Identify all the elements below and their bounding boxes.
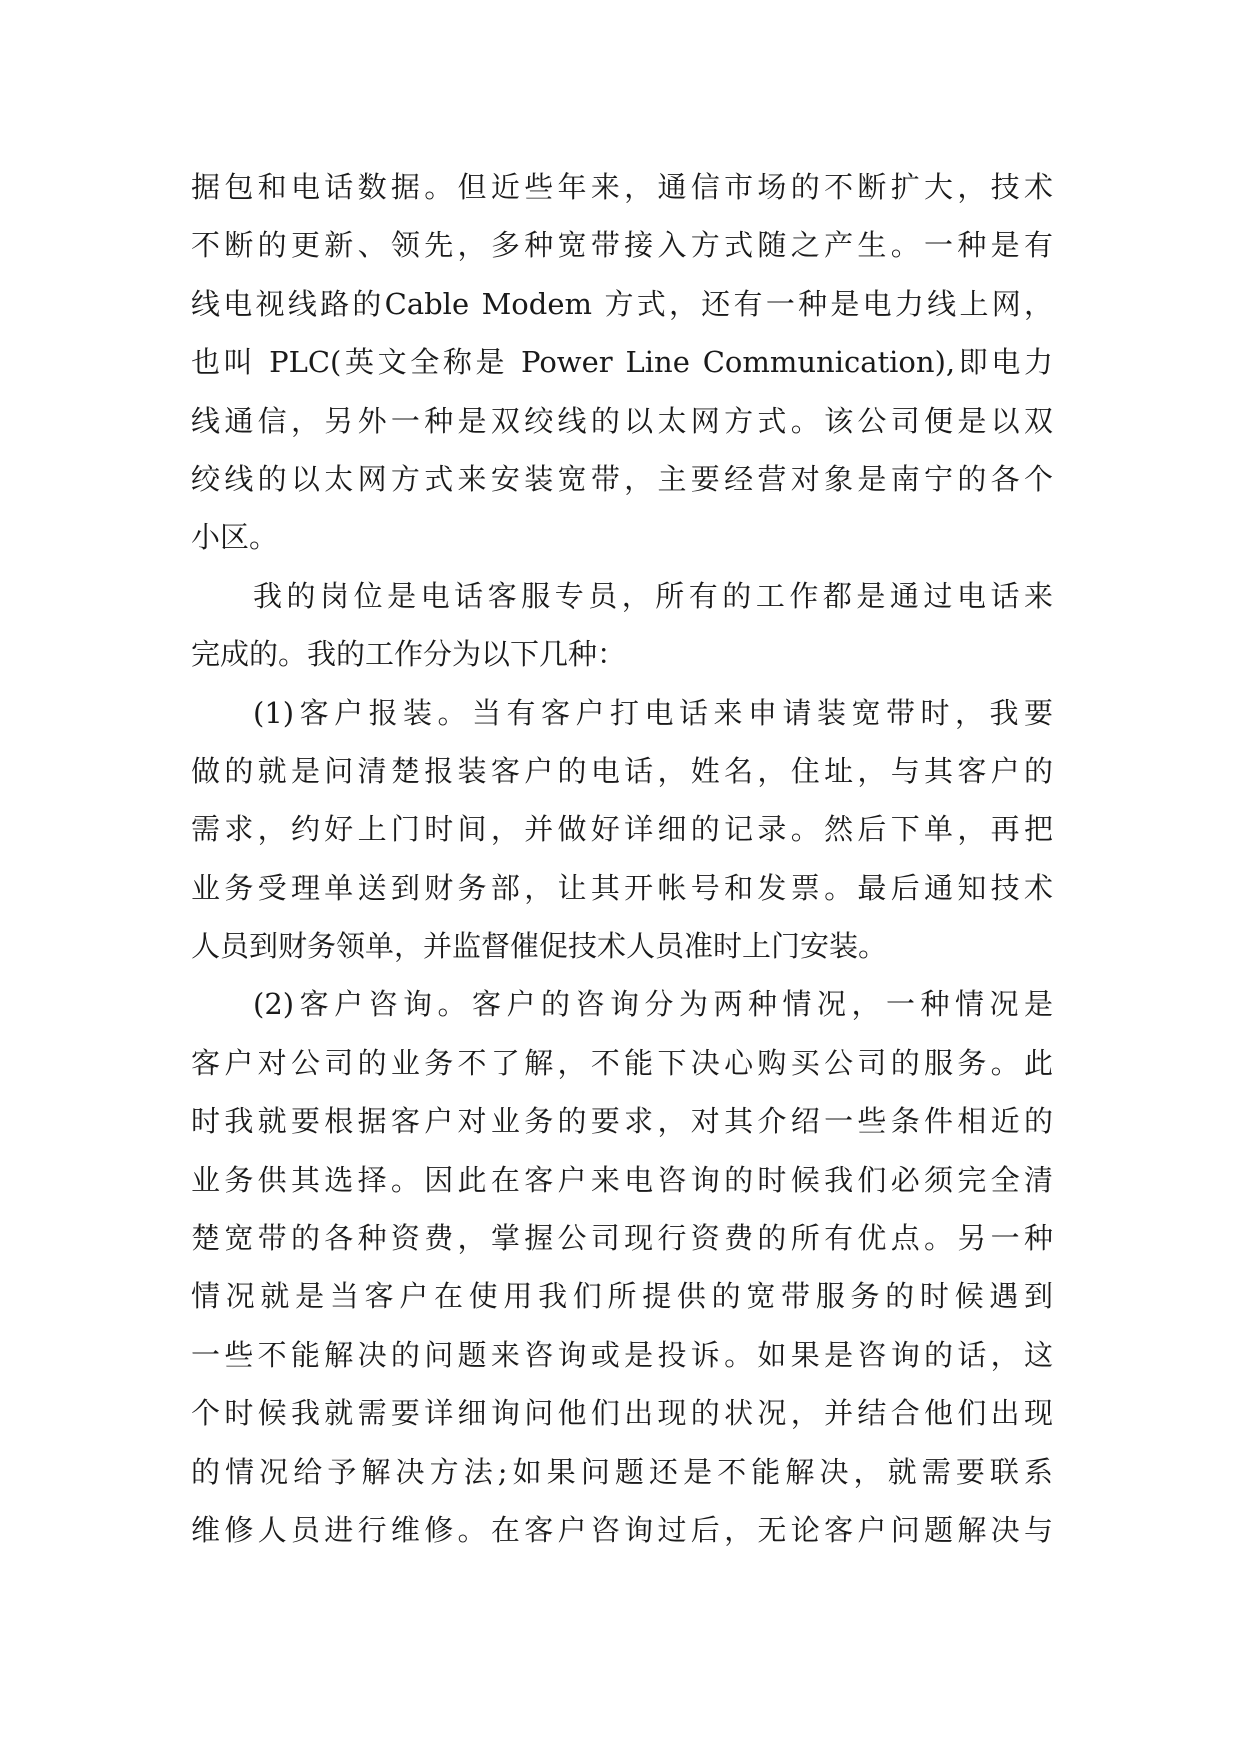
text-line: (1)客户报装。当有客户打电话来申请装宽带时，我要 <box>253 695 1053 730</box>
text-line: 时我就要根据客户对业务的要求，对其介绍一些条件相近的 <box>191 1104 1053 1139</box>
text-line: 不断的更新、领先，多种宽带接入方式随之产生。一种是有 <box>191 228 1053 263</box>
body-text <box>191 158 1053 1559</box>
text-line: 客户对公司的业务不了解，不能下决心购买公司的服务。此 <box>191 1045 1053 1080</box>
text-line: 小区。 <box>191 520 279 555</box>
text-line: 个时候我就需要详细询问他们出现的状况，并结合他们出现 <box>191 1396 1053 1431</box>
text-line: 据包和电话数据。但近些年来，通信市场的不断扩大，技术 <box>191 170 1053 204</box>
text-line: 一些不能解决的问题来咨询或是投诉。如果是咨询的话，这 <box>191 1337 1053 1372</box>
text-line: 楚宽带的各种资费，掌握公司现行资费的所有优点。另一种 <box>191 1221 1053 1256</box>
text-line: 情况就是当客户在使用我们所提供的宽带服务的时候遇到 <box>191 1279 1053 1314</box>
text-line: 做的就是问清楚报装客户的电话，姓名，住址，与其客户的 <box>191 753 1053 788</box>
text-line: 需求，约好上门时间，并做好详细的记录。然后下单，再把 <box>191 812 1053 847</box>
text-line: 业务供其选择。因此在客户来电咨询的时候我们必须完全清 <box>191 1162 1053 1197</box>
text-line: 线电视线路的Cable Modem 方式，还有一种是电力线上网， <box>191 286 1053 321</box>
text-line: 绞线的以太网方式来安装宽带，主要经营对象是南宁的各个 <box>191 461 1053 496</box>
text-line: 的情况给予解决方法;如果问题还是不能解决，就需要联系 <box>191 1454 1053 1489</box>
text-line: 完成的。我的工作分为以下几种： <box>191 637 627 672</box>
text-line: 业务受理单送到财务部，让其开帐号和发票。最后通知技术 <box>191 870 1053 905</box>
text-line: 也叫 PLC(英文全称是 Power Line Communication),即电力 <box>191 345 1053 380</box>
text-line: 人员到财务领单，并监督催促技术人员准时上门安装。 <box>191 929 888 964</box>
text-line: 我的岗位是电话客服专员，所有的工作都是通过电话来 <box>253 578 1053 613</box>
text-line: 线通信，另外一种是双绞线的以太网方式。该公司便是以双 <box>191 403 1053 438</box>
text-line: (2)客户咨询。客户的咨询分为两种情况，一种情况是 <box>253 987 1053 1022</box>
text-line: 维修人员进行维修。在客户咨询过后，无论客户问题解决与 <box>191 1512 1053 1547</box>
